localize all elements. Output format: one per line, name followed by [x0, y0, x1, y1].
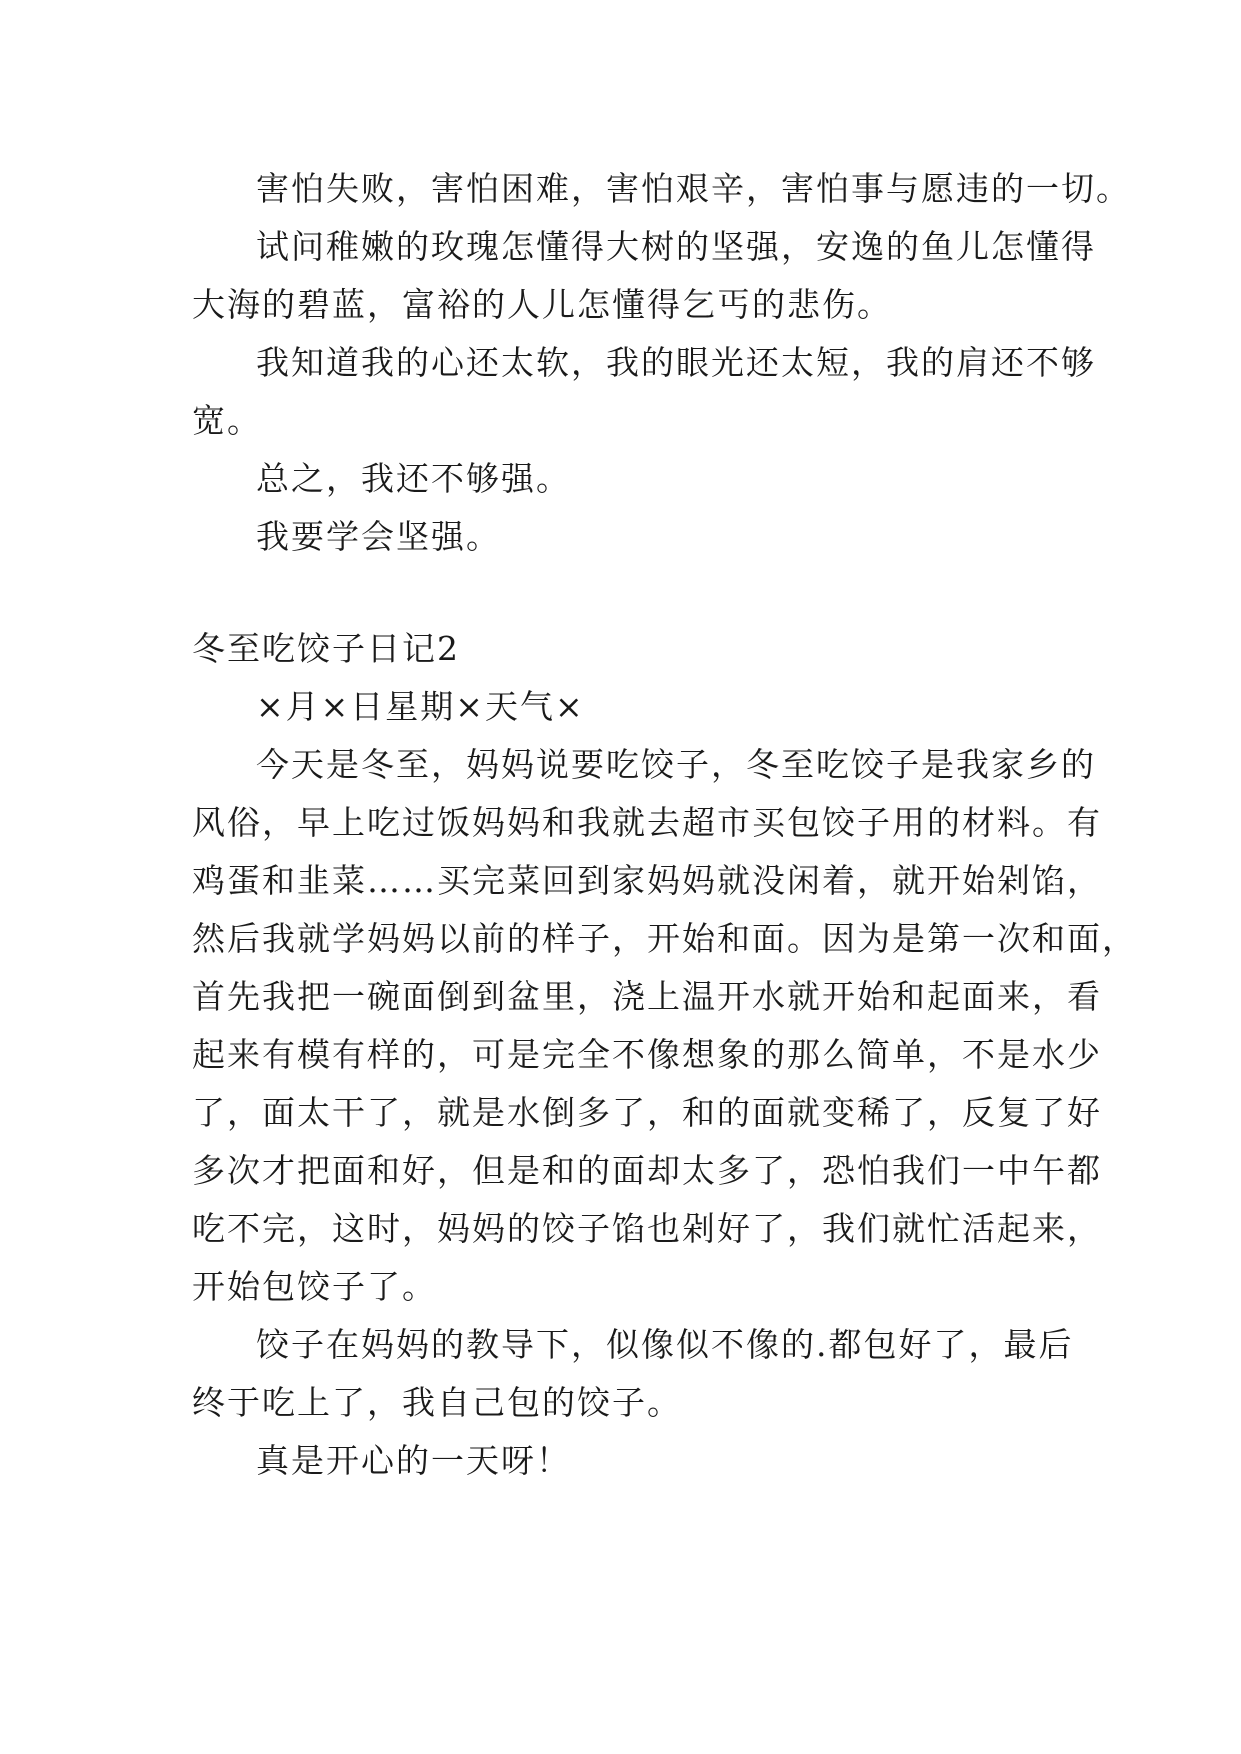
paragraph-line: 风俗，早上吃过饭妈妈和我就去超市买包饺子用的材料。有 — [192, 803, 1102, 842]
paragraph-line: 我要学会坚强。 — [256, 517, 501, 556]
paragraph-line: 吃不完，这时，妈妈的饺子馅也剁好了，我们就忙活起来， — [192, 1209, 1102, 1248]
paragraph-line: 起来有模有样的，可是完全不像想象的那么简单，不是水少 — [192, 1035, 1102, 1074]
paragraph-line: 饺子在妈妈的教导下，似像似不像的.都包好了，最后 — [256, 1325, 1074, 1364]
paragraph-line: 首先我把一碗面倒到盆里，浇上温开水就开始和起面来，看 — [192, 977, 1102, 1016]
paragraph-line: 开始包饺子了。 — [192, 1267, 437, 1306]
paragraph-line: 总之，我还不够强。 — [256, 459, 571, 498]
paragraph-line: 试问稚嫩的玫瑰怎懂得大树的坚强，安逸的鱼儿怎懂得 — [256, 227, 1096, 266]
date-line: ×月×日星期×天气× — [256, 687, 585, 726]
paragraph-line: 鸡蛋和韭菜……买完菜回到家妈妈就没闲着，就开始剁馅， — [192, 861, 1102, 900]
paragraph-line: 今天是冬至，妈妈说要吃饺子，冬至吃饺子是我家乡的 — [256, 745, 1096, 784]
paragraph-line: 我知道我的心还太软，我的眼光还太短，我的肩还不够 — [256, 343, 1096, 382]
paragraph-line: 宽。 — [192, 401, 262, 440]
paragraph-line: 了，面太干了，就是水倒多了，和的面就变稀了，反复了好 — [192, 1093, 1102, 1132]
paragraph-line: 然后我就学妈妈以前的样子，开始和面。因为是第一次和面， — [192, 919, 1137, 958]
section-title: 冬至吃饺子日记2 — [192, 629, 460, 668]
paragraph-line: 大海的碧蓝，富裕的人儿怎懂得乞丐的悲伤。 — [192, 285, 892, 324]
paragraph-line: 终于吃上了，我自己包的饺子。 — [192, 1383, 682, 1422]
paragraph-line: 真是开心的一天呀！ — [256, 1441, 571, 1480]
paragraph-line: 多次才把面和好，但是和的面却太多了，恐怕我们一中午都 — [192, 1151, 1102, 1190]
paragraph-line: 害怕失败，害怕困难，害怕艰辛，害怕事与愿违的一切。 — [256, 169, 1131, 208]
